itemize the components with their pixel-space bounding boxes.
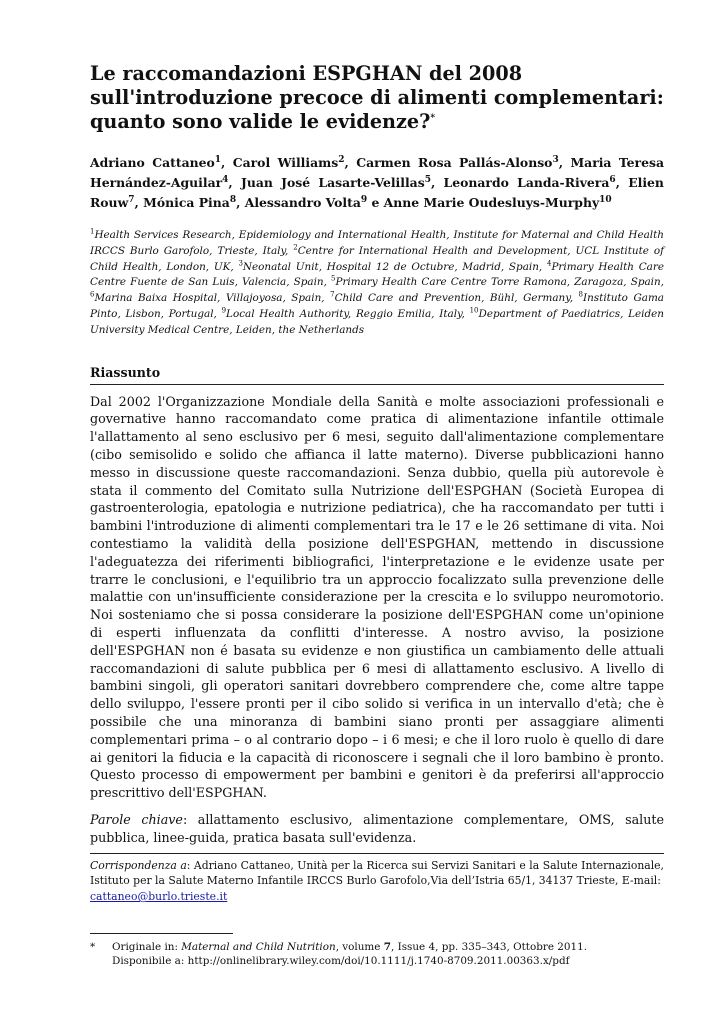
keywords-text: : allattamento esclusivo, alimentazione complementare, OMS, salute pubblica, linee-guida, pratica basata sull'evidenza. — [90, 811, 664, 845]
author-list — [90, 153, 664, 213]
author-separator: , — [615, 175, 629, 190]
author-affiliation-number: 8 — [229, 194, 237, 205]
affiliation-number: 3 — [238, 259, 243, 268]
author-separator: , — [558, 155, 571, 170]
author-separator: e — [367, 195, 384, 210]
section-heading-riassunto: Riassunto — [90, 365, 664, 385]
author-name: Mónica Pina — [143, 195, 230, 210]
footnote-volume: 7 — [383, 940, 391, 953]
footnote-journal: Maternal and Child Nutrition — [181, 940, 336, 953]
affiliation-number: 4 — [546, 259, 552, 268]
author-name: Juan José Lasarte-Velillas — [240, 175, 425, 190]
author-affiliation-number: 7 — [128, 194, 135, 205]
affiliation-text: Primary Health Care Centre Fuente de San Luis, Valencia, Spain, — [90, 260, 664, 289]
author-name: Leonardo Landa-Rivera — [443, 175, 610, 190]
author-separator: , — [221, 155, 233, 170]
author-affiliation-number: 5 — [424, 174, 431, 185]
footnote-details: , Issue 4, pp. 335–343, Ottobre 2011. — [390, 940, 588, 953]
author-separator: , — [228, 175, 241, 190]
author-affiliation-number: 2 — [338, 154, 345, 165]
title-line-3: quanto sono valide le evidenze? — [90, 110, 431, 133]
author-name: Adriano Cattaneo — [90, 155, 215, 170]
footnote-volume-prefix: , volume — [335, 940, 384, 953]
author-name: Maria Teresa Hernández-Aguilar — [90, 155, 664, 190]
affiliation-number: 1 — [90, 227, 95, 236]
author-name: Alessandro Volta — [244, 195, 361, 210]
affiliation-number: 10 — [469, 306, 479, 315]
email-link[interactable]: cattaneo@burlo.trieste.it — [90, 890, 228, 904]
author-affiliation-number: 9 — [360, 194, 368, 205]
footnote-availability: Disponibile a: http://onlinelibrary.wiley.com/doi/10.1111/j.1740-8709.2011.00363.x/pdf — [112, 955, 570, 968]
author-affiliation-number: 4 — [222, 174, 229, 185]
author-name: Anne Marie Oudesluys-Murphy — [383, 195, 600, 210]
paper-title — [90, 62, 664, 134]
affiliation-number: 6 — [90, 290, 95, 299]
abstract-text: Dal 2002 l'Organizzazione Mondiale della Sanità e molte associazioni professionali e governative hanno raccomandato come pratica di alimentazione infantile ottimale l'allattamento al seno esclusivo per 6 mesi, seguito dall'alimentazione complementare (cibo semisolido e solido che affianca il latte materno). Diverse pubblicazioni hanno messo in discussione queste raccomandazioni. Senza dubbio, quella più autorevole è stata il commento del Comitato sulla Nutrizione dell'ESPGHAN (Società Europea di gastroenterologia, epatologia e nutrizione pediatrica), che ha raccomandato per tutti i bambini l'introduzione di alimenti complementari tra le 17 e le 26 settimane di vita. Noi contestiamo la validità della posizione dell'ESPGHAN, mettendo in discussione l'adeguatezza dei riferimenti bibliografici, l'interpretazione e le evidenze usate per trarre le conclusioni, e l'equilibrio tra un approccio focalizzato sulla prevenzione delle malattie con un'insufficiente considerazione per la crescita e lo sviluppo neuromotorio. Noi sosteniamo che si possa considerare la posizione dell'ESPGHAN come un'opinione di esperti influenzata da conflitti d'interesse. A nostro avviso, la posizione dell'ESPGHAN non é basata su evidenze e non giustifica un cambiamento delle attuali raccomandazioni di salute pubblica per 6 mesi di allattamento esclusivo. A livello di bambini singoli, gli operatori sanitari dovrebbero comprendere che, come altre tappe dello sviluppo, l'essere pronti per il cibo solido si verifica in un intervallo d'età; che è possibile che una minoranza di bambini siano pronti per assaggiare alimenti complementari prima – o al contrario dopo – i 6 mesi; e che il loro ruolo è quello di dare ai genitori la fiducia e la capacità di riconoscere i segnali che il loro bambino è pronto. Questo processo di empowerment per bambini e genitori è da preferirsi all'approccio prescrittivo dell'ESPGHAN. — [90, 393, 664, 801]
footnote-mark: * — [90, 940, 96, 953]
affiliation-text: Department of Paediatrics, Leiden University Medical Centre, Leiden, the Netherlands — [90, 307, 664, 336]
title-line-2: sull'introduzione precoce di alimenti complementari: — [90, 86, 664, 109]
affiliation-text: Health Services Research, Epidemiology and International Health, Institute for Maternal and Child Health IRCCS Burlo Garofolo, Trieste, Italy, — [90, 229, 664, 257]
affiliation-text: Instituto Gama Pinto, Lisbon, Portugal, — [90, 292, 664, 320]
footnote-body — [112, 940, 587, 969]
keywords — [90, 811, 664, 847]
title-line-1: Le raccomandazioni ESPGHAN del 2008 — [90, 62, 523, 85]
affiliation-number: 2 — [293, 243, 298, 252]
affiliation-text: Primary Health Care Centre Torre Ramona, Zaragoza, Spain, — [335, 276, 664, 289]
author-name: Carmen Rosa Pallás-Alonso — [356, 155, 553, 170]
affiliation-number: 9 — [221, 306, 227, 315]
affiliation-text: Child Care and Prevention, Bühl, Germany, — [334, 292, 579, 305]
affiliation-text: Neonatal Unit, Hospital 12 de Octubre, Madrid, Spain, — [242, 260, 547, 273]
affiliation-text: Centre for International Health and Development, UCL Institute of Child Health, London, UK, — [90, 244, 664, 273]
author-name: Carol Williams — [232, 155, 339, 170]
footnote-prefix: Originale in: — [112, 940, 182, 953]
author-name: Elien Rouw — [90, 175, 664, 210]
author-separator: , — [134, 195, 144, 210]
title-footnote-mark: * — [430, 113, 436, 124]
author-affiliation-number: 10 — [599, 194, 612, 205]
footnote-rule — [90, 933, 233, 934]
affiliation-number: 8 — [578, 290, 584, 299]
affiliation-number: 5 — [331, 274, 336, 283]
author-affiliation-number: 1 — [214, 154, 222, 165]
correspondence — [90, 853, 664, 905]
author-separator: , — [430, 175, 444, 190]
keywords-label: Parole chiave — [90, 811, 183, 827]
affiliation-list — [90, 228, 664, 339]
affiliation-text: Local Health Authority, Reggio Emilia, Italy, — [226, 307, 470, 320]
author-separator: , — [236, 195, 245, 210]
author-affiliation-number: 6 — [609, 174, 616, 185]
paper-page — [90, 62, 664, 969]
affiliation-text: Marina Baixa Hospital, Villajoyosa, Spain, — [94, 292, 331, 305]
author-separator: , — [344, 155, 357, 170]
affiliation-number: 7 — [330, 290, 335, 299]
correspondence-label: Corrispondenza a — [90, 858, 187, 872]
correspondence-text: : Adriano Cattaneo, Unità per la Ricerca sui Servizi Sanitari e la Salute Internazionale, Istituto per la Salute Materno Infantile IRCCS Burlo Garofolo,Via dell’Istria 65/1, 34137 Trieste, E-mail: — [90, 858, 664, 888]
footnote — [90, 940, 664, 969]
author-affiliation-number: 3 — [552, 154, 559, 165]
